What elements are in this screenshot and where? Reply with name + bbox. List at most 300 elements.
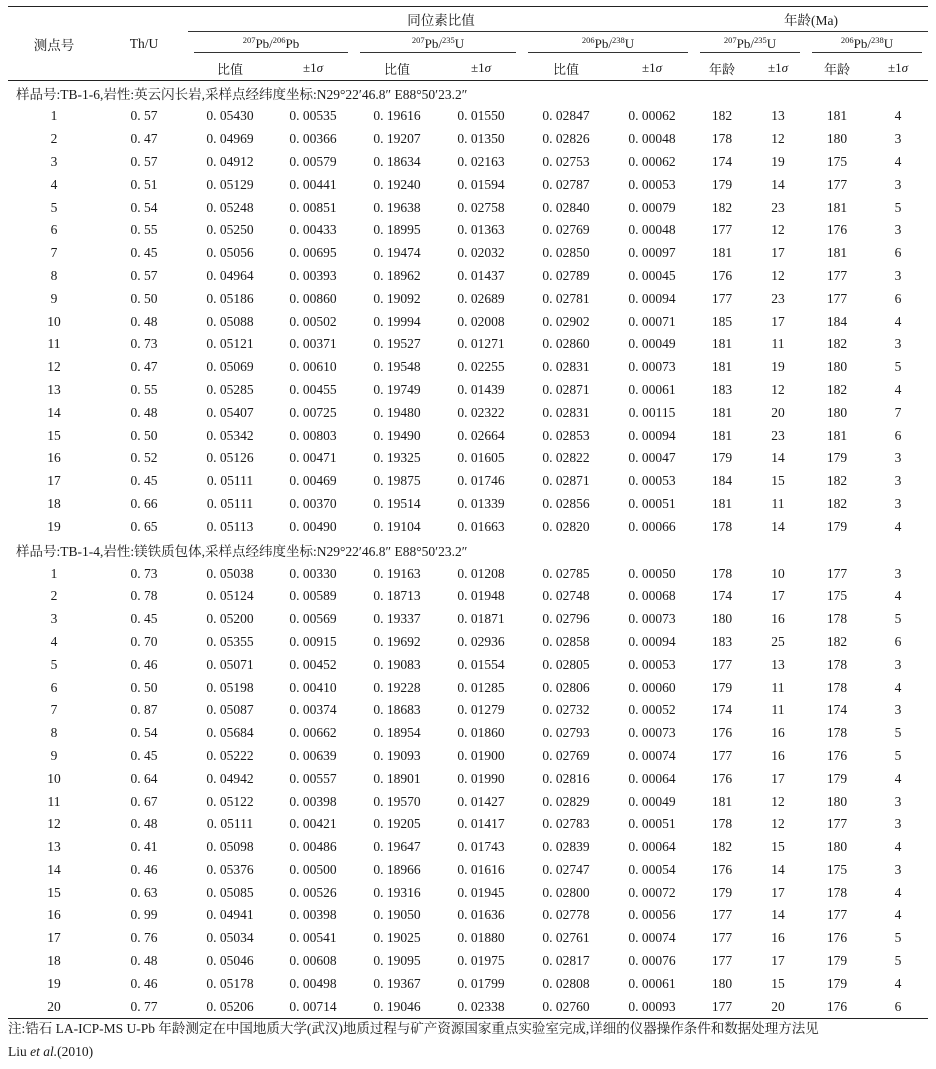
table-cell: 10 [771,565,785,581]
table-cell: 11 [771,336,785,352]
table-cell: 13 [771,656,785,672]
table-cell: 17 [771,313,785,329]
table-cell: 3 [894,176,902,192]
table-row [8,881,928,904]
table-cell: 177 [826,267,848,283]
table-cell: 0. 19570 [373,793,421,809]
table-cell: 5 [894,725,902,741]
table-cell: 0. 01417 [457,816,505,832]
table-cell: 0. 19490 [373,427,421,443]
header-ratio-col-2 [522,32,694,57]
table-cell: 12 [771,793,785,809]
table-cell: 0. 02796 [542,611,590,627]
table-cell: 0. 02858 [542,633,590,649]
header-ratio-error-2-prefix: ±1 [641,60,656,75]
table-cell: 175 [826,861,848,877]
table-cell: 3 [894,267,902,283]
age-isotope-0-element-a: Pb/ [736,35,754,51]
header-ratio-error-2 [610,56,694,81]
table-cell: 180 [826,359,848,375]
table-cell: 0. 00569 [289,611,337,627]
table-cell: 0. 05355 [206,633,254,649]
table-cell: 5 [894,930,902,946]
table-cell: 0. 01746 [457,473,505,489]
table-cell: 14 [771,176,785,192]
table-cell: 0. 01550 [457,108,505,124]
table-cell: 0. 00579 [289,153,337,169]
table-cell: 0. 00051 [628,816,676,832]
table-cell: 0. 00097 [628,245,676,261]
table-cell: 0. 19337 [373,611,421,627]
table-cell: 182 [711,839,733,855]
table-cell: 0. 18713 [373,588,421,604]
sample-header-row [8,538,928,562]
table-cell: 0. 00049 [628,793,676,809]
table-cell: 183 [711,381,733,397]
ratio-isotope-0 [194,36,348,53]
table-cell: 0. 00370 [289,495,337,511]
table-cell: 0. 00048 [628,222,676,238]
table-cell: 0. 05376 [206,861,254,877]
table-cell: 3 [894,336,902,352]
table-cell: 11 [47,793,61,809]
table-cell: 0. 02758 [457,199,505,215]
table-row [8,790,928,813]
table-cell: 0. 00490 [289,518,337,534]
table-cell: 178 [711,816,733,832]
header-ratio-value-2: 比值 [522,56,610,81]
table-cell: 0. 05250 [206,222,254,238]
table-cell: 0. 02820 [542,518,590,534]
table-cell: 178 [826,725,848,741]
table-cell: 6 [894,290,902,306]
table-cell: 0. 00074 [628,930,676,946]
table-cell: 176 [826,930,848,946]
table-cell: 177 [711,930,733,946]
table-cell: 184 [711,473,733,489]
table-cell: 0. 05034 [206,930,254,946]
table-header [8,7,928,81]
table-cell: 0. 05038 [206,565,254,581]
table-cell: 0. 19205 [373,816,421,832]
table-cell: 0. 05126 [206,450,254,466]
table-cell: 0. 04941 [206,907,254,923]
table-cell: 180 [826,404,848,420]
table-cell: 0. 01339 [457,495,505,511]
table-cell: 0. 48 [130,953,158,969]
table-cell: 0. 02871 [542,381,590,397]
table-cell: 19 [47,518,61,534]
table-cell: 17 [771,588,785,604]
table-cell: 4 [894,770,902,786]
header-isotope-ratio-label: 同位素比值 [407,13,475,28]
table-cell: 0. 01990 [457,770,505,786]
table-cell: 0. 05407 [206,404,254,420]
table-cell: 0. 02822 [542,450,590,466]
table-cell: 0. 00610 [289,359,337,375]
table-cell: 0. 19025 [373,930,421,946]
table-cell: 0. 19548 [373,359,421,375]
table-cell: 4 [894,907,902,923]
table-cell: 176 [711,861,733,877]
age-isotope-0-mass-a: 207 [723,34,737,45]
table-cell: 12 [47,816,61,832]
sample-title: 样品号:TB-1-4,岩性:镁铁质包体,采样点经纬度坐标:N29°22′46.8″ E88°50′23.2″ [16,544,468,560]
table-cell: 181 [711,359,733,375]
table-cell: 13 [47,381,61,397]
table-cell: 0. 05124 [206,588,254,604]
table-cell: 0. 02787 [542,176,590,192]
table-cell: 11 [771,679,785,695]
table-row [8,767,928,790]
table-row [8,219,928,242]
table-cell: 3 [894,816,902,832]
table-cell: 0. 05342 [206,427,254,443]
table-cell: 0. 05113 [206,518,254,534]
table-cell: 182 [826,473,848,489]
table-cell: 0. 00094 [628,427,676,443]
table-cell: 0. 46 [130,656,158,672]
table-row [8,813,928,836]
table-cell: 0. 01350 [457,131,505,147]
age-isotope-1-mass-a: 206 [840,34,854,45]
table-cell: 0. 19240 [373,176,421,192]
table-cell: 0. 18901 [373,770,421,786]
table-row [8,173,928,196]
table-cell: 0. 02902 [542,313,590,329]
table-cell: 0. 00374 [289,702,337,718]
table-cell: 0. 00526 [289,884,337,900]
table-cell: 0. 77 [100,995,188,1018]
table-cell: 179 [711,679,733,695]
table-cell: 15 [771,473,785,489]
header-age-error-0 [750,56,806,81]
table-cell: 177 [694,995,750,1018]
table-cell: 0. 05285 [206,381,254,397]
table-cell: 0. 00662 [289,725,337,741]
ratio-isotope-0-mass-b: 206 [272,34,286,45]
table-cell: 4 [894,884,902,900]
table-cell: 0. 05098 [206,839,254,855]
table-row [8,242,928,265]
table-cell: 0. 00421 [289,816,337,832]
table-cell: 0. 19749 [373,381,421,397]
table-cell: 0. 02806 [542,679,590,695]
table-cell: 3 [894,222,902,238]
header-age-value-0: 年龄 [694,56,750,81]
table-cell: 0. 05085 [206,884,254,900]
header-age-error-0-sigma: σ [781,60,789,75]
table-cell: 17 [771,770,785,786]
table-cell: 2 [50,131,58,147]
table-cell: 177 [711,907,733,923]
table-cell: 8 [50,267,58,283]
table-cell: 175 [826,153,848,169]
ratio-isotope-0-mass-a: 207 [242,34,256,45]
table-cell: 0. 66 [130,495,158,511]
table-cell: 0. 00639 [289,747,337,763]
table-row [8,105,928,128]
table-cell: 4 [894,108,902,124]
table-cell: 178 [826,884,848,900]
table-cell: 0. 00076 [628,953,676,969]
table-cell: 0. 00393 [289,267,337,283]
age-isotope-0 [700,36,800,53]
table-cell: 180 [711,975,733,991]
table-cell: 17 [771,245,785,261]
table-cell: 0. 02840 [542,199,590,215]
header-ratio-error-1-prefix: ±1 [470,60,485,75]
table-row [8,356,928,379]
table-cell: 0. 01799 [457,975,505,991]
table-cell: 0. 51 [130,176,158,192]
table-cell: 4 [894,313,902,329]
table-cell: 0. 00557 [289,770,337,786]
table-cell: 3 [894,565,902,581]
header-age-error-0-prefix: ±1 [767,60,782,75]
table-cell: 0. 19163 [373,565,421,581]
header-age-error-1-sigma: σ [901,60,909,75]
header-ratio-value-0: 比值 [188,56,272,81]
table-cell: 0. 02748 [542,588,590,604]
ratio-isotope-1-element-a: Pb/ [424,35,442,51]
table-cell: 0. 02816 [542,770,590,786]
table-cell: 0. 02793 [542,725,590,741]
table-cell: 0. 05129 [206,176,254,192]
table-cell: 0. 00589 [289,588,337,604]
table-cell: 181 [826,199,848,215]
table-cell: 3 [894,656,902,672]
table-row [8,927,928,950]
header-ratio-col-0 [188,32,354,57]
table-cell: 10 [47,313,61,329]
ratio-isotope-1-mass-b: 235 [441,34,455,45]
table-cell: 0. 00500 [289,861,337,877]
table-cell: 179 [826,770,848,786]
table-cell: 0. 00071 [628,313,676,329]
table-cell: 0. 05198 [206,679,254,695]
table-cell: 0. 02338 [440,995,522,1018]
table-cell: 0. 55 [130,381,158,397]
table-cell: 177 [826,290,848,306]
table-row [8,287,928,310]
table-cell: 177 [826,816,848,832]
table-cell: 0. 57 [130,108,158,124]
table-cell: 0. 05186 [206,290,254,306]
table-cell: 176 [826,747,848,763]
header-th-u: Th/U [100,7,188,81]
table-cell: 181 [711,404,733,420]
table-cell: 178 [826,611,848,627]
table-cell: 25 [771,633,785,649]
table-cell: 7 [50,702,58,718]
ratio-isotope-1 [360,36,516,53]
table-cell: 0. 00398 [289,907,337,923]
table-cell: 0. 18966 [373,861,421,877]
footnote-text: 注:锆石 LA-ICP-MS U-Pb 年龄测定在中国地质大学(武汉)地质过程与矿产资源国家重点实验室完成,详细的仪器操作条件和数据处理方法见 [8,1021,819,1036]
header-ratio-error-0-prefix: ±1 [302,60,317,75]
table-cell: 17 [47,473,61,489]
table-cell: 179 [711,884,733,900]
table-cell: 182 [711,108,733,124]
table-cell: 0. 02829 [542,793,590,809]
table-row [8,722,928,745]
table-row [8,904,928,927]
table-cell: 0. 04964 [206,267,254,283]
table-cell: 0. 02032 [457,245,505,261]
table-cell: 14 [771,861,785,877]
table-cell: 0. 00066 [628,518,676,534]
table-cell: 0. 05071 [206,656,254,672]
table-cell: 23 [771,199,785,215]
table-cell: 0. 02826 [542,131,590,147]
table-cell: 4 [894,518,902,534]
table-cell: 20 [8,995,100,1018]
table-cell: 0. 19875 [373,473,421,489]
footnote-author: Liu [8,1044,27,1059]
table-row [8,859,928,882]
table-cell: 14 [771,518,785,534]
table-cell: 14 [47,404,61,420]
table-cell: 5 [894,199,902,215]
age-isotope-0-element-b: U [766,35,777,51]
table-cell: 0. 00062 [628,153,676,169]
table-cell: 0. 01948 [457,588,505,604]
table-cell: 0. 19480 [373,404,421,420]
table-cell: 0. 19050 [373,907,421,923]
table-cell: 15 [771,839,785,855]
table-cell: 3 [50,611,58,627]
table-row [8,699,928,722]
table-cell: 0. 02785 [542,565,590,581]
table-cell: 3 [894,702,902,718]
table-cell: 0. 01285 [457,679,505,695]
table-cell: 19 [771,359,785,375]
table-cell: 0. 19474 [373,245,421,261]
table-cell: 181 [711,793,733,809]
table-cell: 0. 05178 [206,975,254,991]
table-cell: 0. 05111 [206,816,254,832]
age-isotope-1 [812,36,922,53]
table-cell: 185 [711,313,733,329]
table-cell: 14 [771,450,785,466]
table-cell: 182 [826,633,848,649]
table-cell: 0. 45 [130,611,158,627]
table-cell: 0. 02769 [542,747,590,763]
table-cell: 0. 19083 [373,656,421,672]
table-cell: 0. 00695 [289,245,337,261]
table-cell: 182 [711,199,733,215]
table-cell: 5 [894,953,902,969]
table-cell: 0. 00045 [628,267,676,283]
table-row [8,424,928,447]
table-cell: 181 [711,427,733,443]
table-cell: 0. 48 [130,404,158,420]
table-cell: 0. 19207 [373,131,421,147]
table-cell: 0. 02778 [542,907,590,923]
header-ratio-col-1 [354,32,522,57]
table-cell: 0. 05122 [206,793,254,809]
table-cell: 0. 19095 [373,953,421,969]
table-cell: 19 [771,153,785,169]
table-cell: 0. 00452 [289,656,337,672]
table-cell: 0. 00053 [628,656,676,672]
table-cell: 23 [771,290,785,306]
table-cell: 16 [47,450,61,466]
ratio-isotope-0-element-b: Pb [285,35,300,51]
table-cell: 0. 00052 [628,702,676,718]
table-cell: 181 [826,245,848,261]
table-cell: 0. 00535 [289,108,337,124]
table-cell: 0. 19514 [373,495,421,511]
table-cell: 0. 00330 [289,565,337,581]
table-cell: 0. 00115 [628,404,676,420]
table-cell: 0. 00486 [289,839,337,855]
table-cell: 180 [826,131,848,147]
table-cell: 0. 02747 [542,861,590,877]
table-cell: 182 [826,495,848,511]
table-cell: 0. 54 [130,199,158,215]
footnote-year: (2010) [57,1044,94,1059]
table-cell: 0. 00441 [289,176,337,192]
table-cell: 0. 05111 [206,473,254,489]
table-cell: 177 [711,747,733,763]
table-cell: 4 [894,839,902,855]
table-row [8,562,928,585]
table-cell: 0. 01880 [457,930,505,946]
table-cell: 3 [50,153,58,169]
table-cell: 17 [771,953,785,969]
table-cell: 18 [47,495,61,511]
table-cell: 3 [894,450,902,466]
table-cell: 6 [50,222,58,238]
table-cell: 0. 02783 [542,816,590,832]
table-cell: 13 [771,108,785,124]
table-cell: 11 [771,495,785,511]
header-ratio-error-0 [272,56,354,81]
table-cell: 0. 01616 [457,861,505,877]
table-cell: 0. 55 [130,222,158,238]
table-cell: 0. 52 [130,450,158,466]
table-cell: 0. 00371 [289,336,337,352]
table-cell: 6 [894,427,902,443]
table-cell: 0. 00073 [628,359,676,375]
header-age-col-0 [694,32,806,57]
table-cell: 174 [711,702,733,718]
header-ratio-error-0-sigma: σ [316,60,324,75]
table-cell: 0. 00072 [628,884,676,900]
table-cell: 14 [771,907,785,923]
table-cell: 0. 02255 [457,359,505,375]
table-cell: 3 [894,473,902,489]
table-cell: 177 [711,656,733,672]
table-cell: 0. 78 [130,588,158,604]
header-ratio-error-2-sigma: σ [655,60,663,75]
table-cell: 0. 19228 [373,679,421,695]
table-cell: 179 [711,450,733,466]
table-cell: 0. 00498 [289,975,337,991]
table-cell: 181 [826,108,848,124]
table-row [8,745,928,768]
table-cell: 0. 19692 [373,633,421,649]
table-cell: 0. 00541 [289,930,337,946]
table-cell: 0. 01363 [457,222,505,238]
table-cell: 0. 18962 [373,267,421,283]
table-cell: 12 [771,816,785,832]
table-cell: 174 [826,702,848,718]
table-cell: 0. 01208 [457,565,505,581]
ratio-isotope-2 [528,36,688,53]
